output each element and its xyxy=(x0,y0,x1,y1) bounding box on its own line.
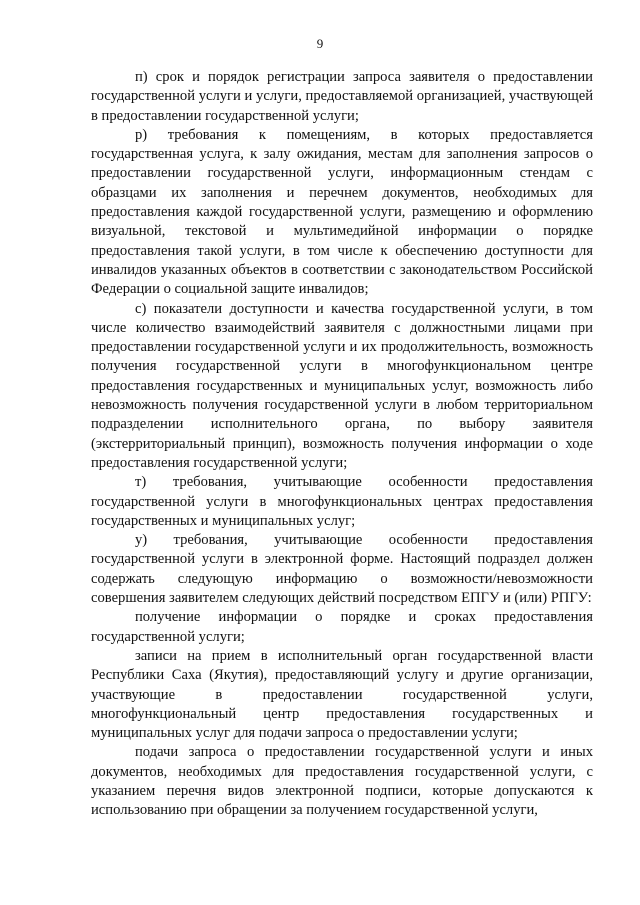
paragraph-appointment: записи на прием в исполнительный орган государственной власти Республики Саха (Якутия), предоставляющий услугу и другие организации, участвующие в предоставлении государственной услуги, многофункциональный центр предоставления государственных и муниципальных услуг для подачи запроса о предоставлении услуги; xyxy=(91,647,593,742)
paragraph-item-r: р) требования к помещениям, в которых предоставляется государственная услуга, к залу ожидания, местам для заполнения запросов о предоставлении государственной услуги, информационным стендам с образцами их заполнения и перечнем документов, необходимых для предоставления каждой государственной услуги, размещению и оформлению визуальной, текстовой и мультимедийной информации о порядке предоставления такой услуги, в том числе к обеспечению доступности для инвалидов указанных объектов в соответствии с законодательством Российской Федерации о социальной защите инвалидов; xyxy=(91,126,593,298)
paragraph-item-s: с) показатели доступности и качества государственной услуги, в том числе количество взаимодействий заявителя с должностными лицами при предоставлении государственной услуги и их продолжительность, возможность получения государственной услуги в многофункциональном центре предоставления государственных и муниципальных услуг, возможность либо невозможность получения государственной услуги в любом территориальном подразделении исполнительного органа, по выбору заявителя (экстерриториальный принцип), возможность получения информации о ходе предоставления государственной услуги; xyxy=(91,300,593,471)
paragraph-request-submission: подачи запроса о предоставлении государственной услуги и иных документов, необходимых для предоставления государственной услуги, с указанием перечня видов электронной подписи, которые допускаются к использованию при обращении за получением государственной услуги, xyxy=(91,744,593,819)
page-number: 9 xyxy=(316,36,324,51)
paragraph-item-p: п) срок и порядок регистрации запроса заявителя о предоставлении государственной услуги и услуги, предоставляемой организацией, участвующей в предоставлении государственной услуги; xyxy=(91,69,593,124)
document-body xyxy=(91,68,593,821)
paragraph-info-receipt: получение информации о порядке и сроках предоставления государственной услуги; xyxy=(91,609,593,645)
paragraph-item-t: т) требования, учитывающие особенности предоставления государственной услуги в многофункциональных центрах предоставления государственных и муниципальных услуг; xyxy=(91,474,593,529)
paragraph-item-u: у) требования, учитывающие особенности предоставления государственной услуги в электронной форме. Настоящий подраздел должен содержать следующую информацию о возможности/невозможности совершения заявителем следующих действий посредством ЕПГУ и (или) РПГУ: xyxy=(91,532,593,607)
